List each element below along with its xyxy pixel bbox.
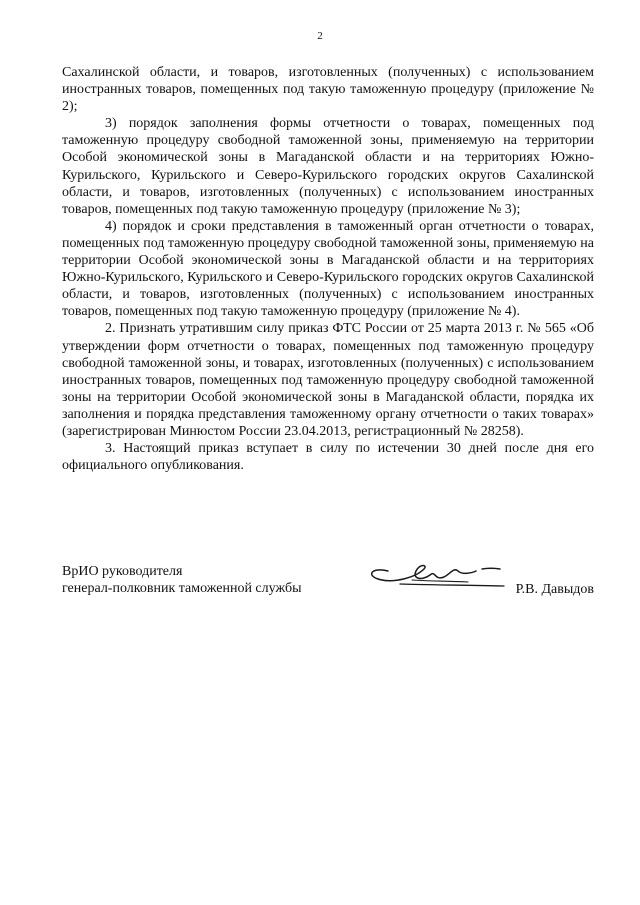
handwritten-signature	[364, 557, 506, 599]
paragraph-clause-3: 3. Настоящий приказ вступает в силу по истечении 30 дней после дня его официального опубликования.	[62, 441, 594, 474]
page-number: 2	[317, 30, 323, 42]
signatory-title-line-2: генерал-полковник таможенной службы	[62, 581, 302, 597]
signatory-title-line-1: ВрИО руководителя	[62, 564, 183, 579]
document-body	[62, 64, 594, 474]
paragraph-continuation: Сахалинской области, и товаров, изготовленных (полученных) с использованием иностранных товаров, помещенных под такую таможенную процедуру (приложение № 2);	[62, 65, 594, 115]
signatory-title	[62, 563, 301, 598]
paragraph-clause-2: 2. Признать утратившим силу приказ ФТС России от 25 марта 2013 г. № 565 «Об утверждении форм отчетности о товарах, помещенных под таможенную процедуру свободной таможенной зоны, и товарах, изготовленных (полученных) с использованием иностранных товаров, помещенных под таможенную процедуру свободной таможенной зоны на территории Особой экономической зоны в Магаданской области, порядка их заполнения и порядка представления таможенному органу отчетности о таких товарах» (зарегистрирован Минюстом России 23.04.2013, регистрационный № 28258).	[62, 321, 594, 439]
paragraph-item-4: 4) порядок и сроки представления в таможенный орган отчетности о товарах, помещенных под таможенную процедуру свободной таможенной зоны, применяемую на территории Особой экономической зоны в Магаданской области и на территориях Южно-Курильского, Курильского и Северо-Курильского городских округов Сахалинской области, и товаров, изготовленных (полученных) с использованием иностранных товаров, помещенных под такую таможенную процедуру (приложение № 4).	[62, 218, 594, 320]
signatory-name: Р.В. Давыдов	[515, 582, 594, 597]
signature-block	[62, 563, 594, 613]
paragraph-item-3: 3) порядок заполнения формы отчетности о товарах, помещенных под таможенную процедуру свободной таможенной зоны, применяемую на территории Особой экономической зоны в Магаданской области и на территориях Южно-Курильского, Курильского и Северо-Курильского городских округов Сахалинской области, и товаров, изготовленных (полученных) с использованием иностранных товаров, помещенных под такую таможенную процедуру (приложение № 3);	[62, 116, 594, 217]
